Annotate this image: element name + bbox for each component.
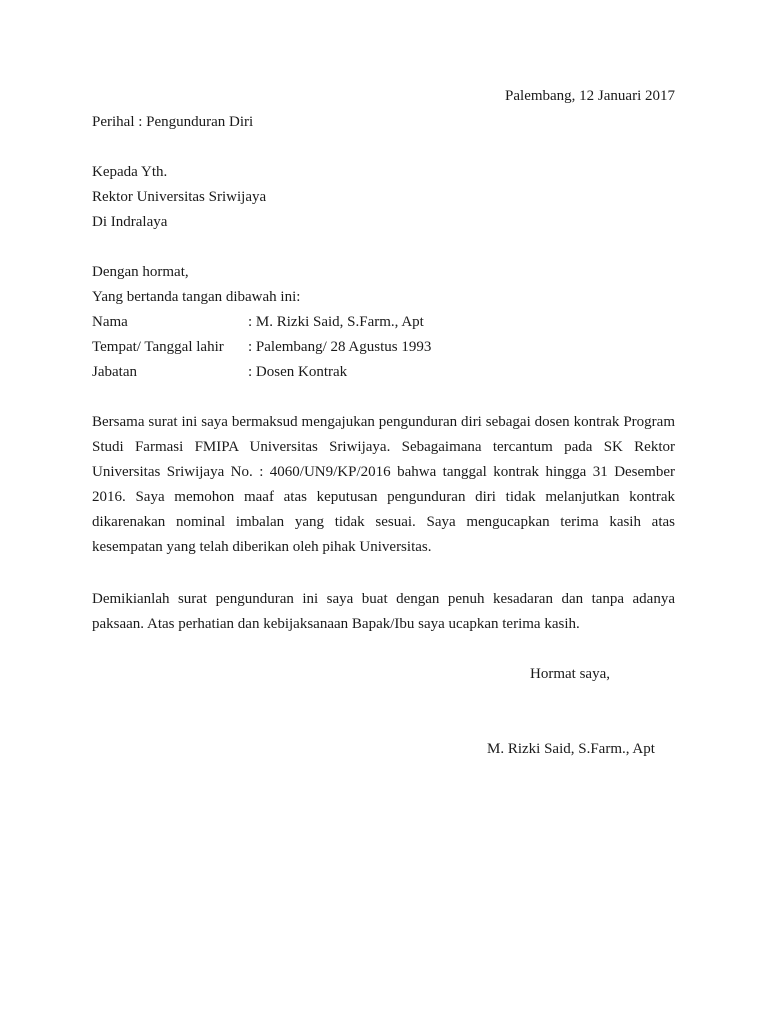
recipient-line-3: Di Indralaya xyxy=(92,214,168,230)
signature-name: M. Rizki Said, S.Farm., Apt xyxy=(487,741,655,757)
field-label-birth: Tempat/ Tanggal lahir xyxy=(92,339,224,355)
body-paragraph-2: Demikianlah surat pengunduran ini saya buat dengan penuh kesadaran dan tanpa adanya paksaan. Atas perhatian dan kebijaksanaan Bapak/Ibu saya ucapkan terima kasih. xyxy=(92,591,675,632)
greeting: Dengan hormat, xyxy=(92,264,189,280)
recipient-line-2: Rektor Universitas Sriwijaya xyxy=(92,189,267,205)
closing: Hormat saya, xyxy=(530,666,610,682)
subject-line: Perihal : Pengunduran Diri xyxy=(92,114,254,130)
intro-line: Yang bertanda tangan dibawah ini: xyxy=(92,289,301,305)
recipient-line-1: Kepada Yth. xyxy=(92,164,168,180)
field-value-position: : Dosen Kontrak xyxy=(248,364,348,380)
field-label-name: Nama xyxy=(92,314,128,330)
field-value-birth: : Palembang/ 28 Agustus 1993 xyxy=(248,339,432,355)
place-date: Palembang, 12 Januari 2017 xyxy=(505,88,675,104)
body-paragraph-1: Bersama surat ini saya bermaksud mengajukan pengunduran diri sebagai dosen kontrak Program Studi Farmasi FMIPA Universitas Sriwijaya. Sebagaimana tercantum pada SK Rektor Universitas Sriwijaya No. : 4060/UN9/KP/2016 bahwa tanggal kontrak hingga 31 Desember 2016. Saya memohon maaf atas keputusan pengunduran diri tidak melanjutkan kontrak dikarenakan nominal imbalan yang tidak sesuai. Saya mengucapkan terima kasih atas kesempatan yang telah diberikan oleh pihak Universitas. xyxy=(92,414,675,555)
field-value-name: : M. Rizki Said, S.Farm., Apt xyxy=(248,314,424,330)
field-label-position: Jabatan xyxy=(92,364,137,380)
